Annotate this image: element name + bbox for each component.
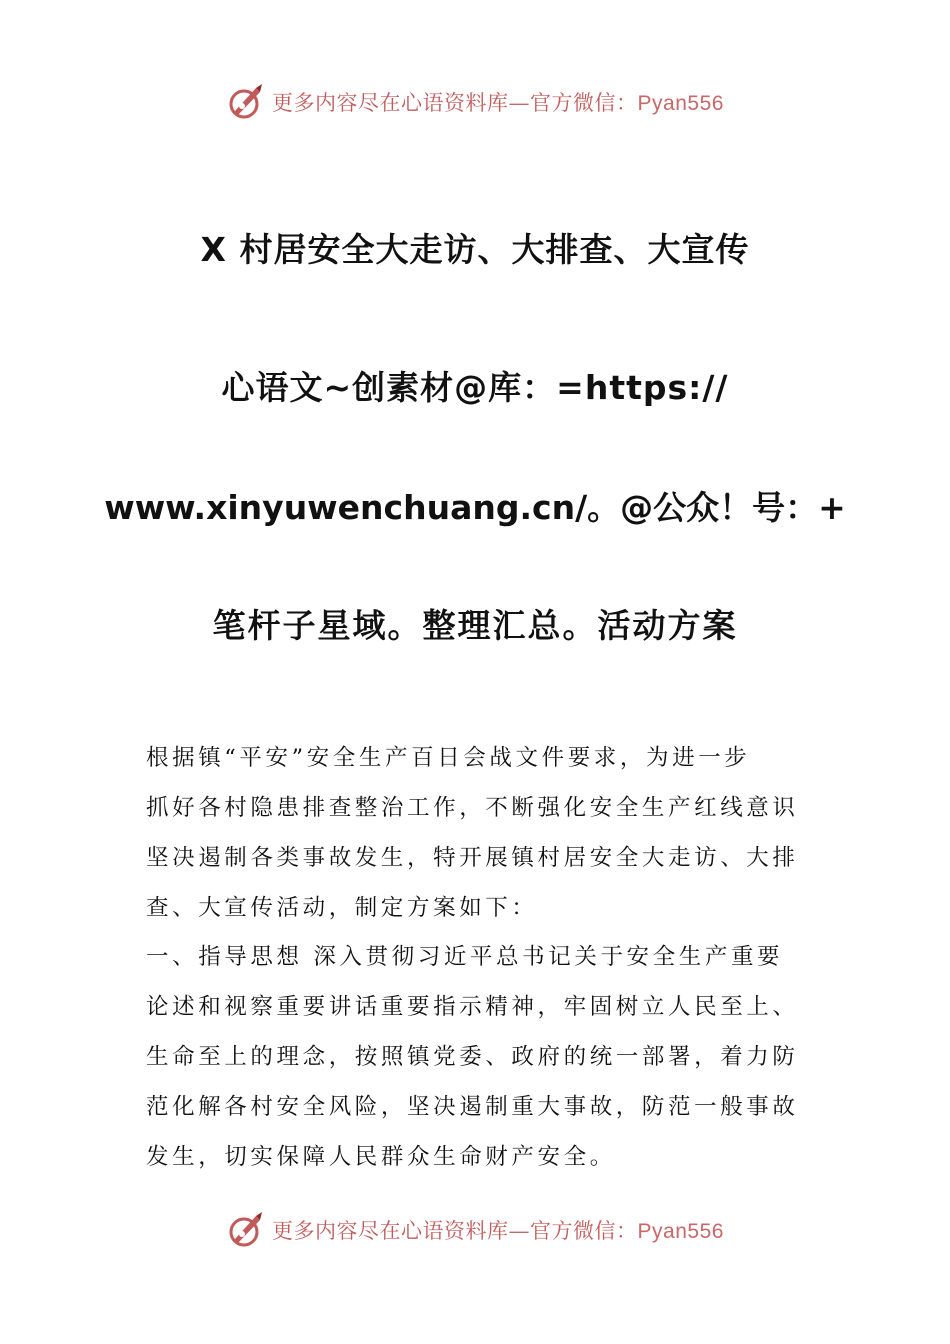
body-line: 范化解各村安全风险，坚决遏制重大事故，防范一般事故 xyxy=(146,1094,799,1120)
banner-separator: — xyxy=(508,91,531,115)
doc-title-line-1: X 村居安全大走访、大排查、大宣传 xyxy=(200,230,750,269)
body-line: 论述和视察重要讲话重要指示精神，牢固树立人民至上、 xyxy=(146,994,799,1020)
body-line: 生命至上的理念，按照镇党委、政府的统一部署，着力防 xyxy=(146,1044,799,1070)
doc-title-line-3: www.xinyuwenchuang.cn/。@公众！号：+ xyxy=(104,488,846,527)
banner-wechat-handle: Pyan556 xyxy=(637,92,724,115)
quill-logo-icon xyxy=(226,1210,266,1250)
banner-slogan: 更多内容尽在心语资料库 xyxy=(272,1219,509,1243)
body-line: 一、指导思想 深入贯彻习近平总书记关于安全生产重要 xyxy=(146,944,784,970)
body-line: 根据镇“平安”安全生产百日会战文件要求，为进一步 xyxy=(146,745,751,771)
banner-separator: — xyxy=(508,1219,531,1243)
doc-title-line-2: 心语文~创素材@库：=https:// xyxy=(221,368,729,407)
body-line: 查、大宣传活动，制定方案如下： xyxy=(146,895,538,921)
banner-slogan: 更多内容尽在心语资料库 xyxy=(272,91,509,115)
banner-wechat-label: 官方微信： xyxy=(530,91,638,115)
banner-wechat-handle: Pyan556 xyxy=(637,1220,724,1243)
quill-logo-icon xyxy=(226,82,266,122)
body-line: 抓好各村隐患排查整治工作，不断强化安全生产红线意识 xyxy=(146,795,799,821)
header-banner xyxy=(0,80,950,124)
doc-title-line-4: 笔杆子星域。整理汇总。活动方案 xyxy=(212,606,738,645)
footer-banner xyxy=(0,1208,950,1252)
banner-wechat-label: 官方微信： xyxy=(530,1219,638,1243)
body-line: 坚决遏制各类事故发生，特开展镇村居安全大走访、大排 xyxy=(146,845,799,871)
body-line: 发生，切实保障人民群众生命财产安全。 xyxy=(146,1144,616,1170)
